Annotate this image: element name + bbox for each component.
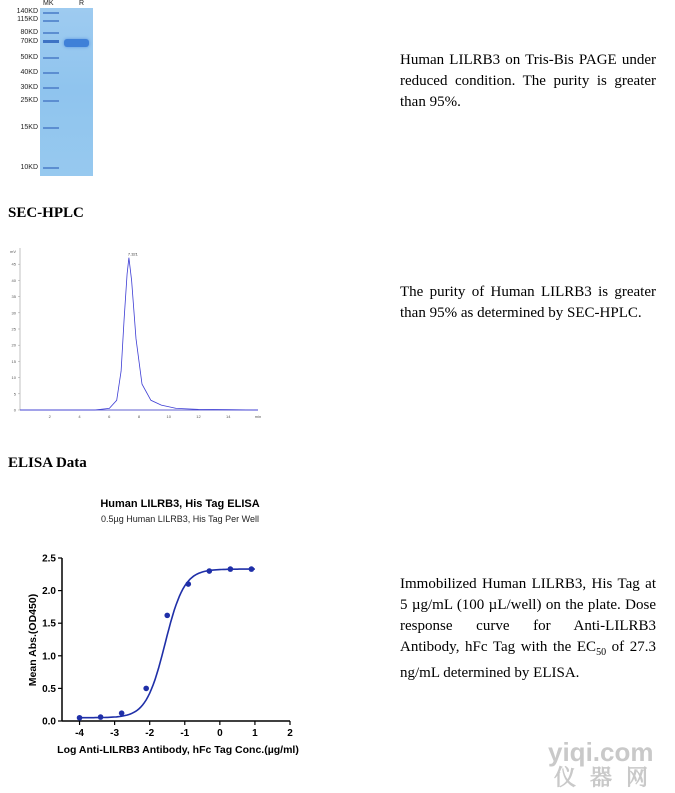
elisa-data-point [228, 566, 234, 572]
ec50-subscript: 50 [596, 647, 607, 658]
sec-x-tick-labels [49, 414, 262, 419]
ladder-band [43, 127, 59, 129]
marker-label: 15KD [20, 124, 38, 131]
elisa-x-tick-label: 0 [217, 728, 223, 739]
elisa-y-tick-label: 0.5 [42, 683, 56, 695]
elisa-x-tick-label: 2 [287, 728, 293, 739]
elisa-y-tick-label: 0.0 [42, 716, 56, 728]
marker-label: 30KD [20, 84, 38, 91]
sec-y-tick-label: 30 [11, 310, 16, 316]
sec-y-tick-label: 40 [11, 277, 16, 283]
sec-x-tick-label: 6 [108, 414, 111, 419]
sec-y-tick-label: 25 [11, 326, 16, 332]
elisa-x-tick-labels [75, 721, 293, 739]
ladder-band [43, 100, 59, 102]
marker-label: 115KD [17, 16, 38, 23]
elisa-heading: ELISA Data [8, 455, 87, 471]
sec-x-tick-label: 4 [78, 414, 81, 419]
sec-x-tick-label: 8 [137, 414, 141, 419]
sec-chart [0, 240, 270, 430]
elisa-y-axis-label: Mean Abs.(OD450) [27, 593, 39, 687]
ladder-band [43, 167, 59, 169]
marker-label: 140KD [16, 8, 38, 15]
elisa-x-tick-label: -2 [145, 728, 155, 739]
sec-y-tick-label: 45 [11, 261, 16, 267]
elisa-y-tick-labels [42, 554, 62, 728]
sec-x-tick-label: min [254, 414, 262, 419]
elisa-description-prefix: Immobilized Human LILRB3, His Tag at 5 µg/mL (100 µL/well) on the plate. Dose response curve for Anti-LILRB3 Antibody, hFc Tag with the EC [400, 576, 656, 655]
marker-label: 70KD [20, 38, 38, 45]
ladder-band [43, 32, 59, 34]
sec-y-tick-label: 5 [13, 391, 16, 397]
elisa-x-tick-label: -1 [180, 728, 190, 739]
sec-y-tick-label: 20 [11, 342, 16, 348]
elisa-y-tick-label: 2.0 [42, 586, 56, 598]
sec-heading: SEC-HPLC [8, 205, 84, 221]
sec-y-tick-label: 10 [11, 375, 16, 381]
elisa-data-point [98, 714, 104, 720]
elisa-chart [0, 540, 330, 765]
elisa-data-point [207, 568, 213, 574]
marker-label: 50KD [20, 54, 38, 61]
marker-label: 80KD [20, 29, 38, 36]
ladder-band [43, 57, 59, 59]
elisa-data-point [119, 710, 125, 716]
gel-panel [40, 8, 93, 176]
gel-lane-label-r: R [79, 0, 85, 7]
sec-y-tick-labels [12, 262, 20, 413]
ladder-band [43, 20, 59, 22]
sec-peak-label: 7.321 [127, 251, 138, 257]
sec-y-unit: mV [10, 249, 16, 254]
elisa-y-tick-label: 2.5 [42, 553, 56, 565]
elisa-fit-curve [80, 569, 255, 718]
sec-x-tick-label: 10 [166, 414, 171, 419]
elisa-y-tick-label: 1.0 [42, 651, 56, 663]
elisa-x-tick-label: -4 [75, 728, 84, 739]
sec-x-tick-label: 2 [48, 414, 51, 419]
elisa-data-point [249, 566, 255, 572]
ladder-band [43, 87, 59, 89]
gel-description: Human LILRB3 on Tris-Bis PAGE under reduced condition. The purity is greater than 95%. [400, 52, 656, 110]
elisa-data-point [77, 715, 83, 721]
ladder-band [43, 72, 59, 74]
ladder-band [43, 12, 59, 14]
elisa-description-suffix: of 27.3 ng/mL determined by ELISA. [400, 639, 657, 681]
elisa-data-point [164, 613, 170, 619]
elisa-x-tick-label: -3 [110, 728, 120, 739]
elisa-y-tick-label: 1.5 [42, 618, 56, 630]
sample-band [64, 39, 89, 47]
elisa-x-tick-label: 1 [252, 728, 258, 739]
marker-label: 10KD [20, 164, 38, 171]
elisa-description [400, 574, 656, 684]
elisa-data-point [185, 581, 191, 587]
gel-lane-label-mk: MK [43, 0, 54, 7]
marker-label: 25KD [20, 97, 38, 104]
ladder-band [43, 40, 59, 43]
sec-y-tick-label: 15 [11, 358, 16, 364]
sec-description: The purity of Human LILRB3 is greater than 95% as determined by SEC-HPLC. [400, 284, 656, 321]
sec-x-tick-label: 14 [226, 414, 231, 419]
sec-trace-line [20, 258, 258, 410]
sec-y-tick-label: 0 [13, 407, 16, 413]
sec-x-tick-label: 12 [196, 414, 201, 419]
sec-y-tick-label: 35 [11, 294, 16, 300]
elisa-chart-title: Human LILRB3, His Tag ELISA [100, 498, 260, 510]
elisa-chart-subtitle: 0.5µg Human LILRB3, His Tag Per Well [101, 514, 259, 524]
elisa-data-point [143, 686, 149, 692]
watermark-logo: yiqi.com 仪器网 [548, 737, 663, 790]
marker-label: 40KD [20, 69, 38, 76]
elisa-x-axis-label: Log Anti-LILRB3 Antibody, hFc Tag Conc.(µg/ml) [57, 744, 299, 756]
